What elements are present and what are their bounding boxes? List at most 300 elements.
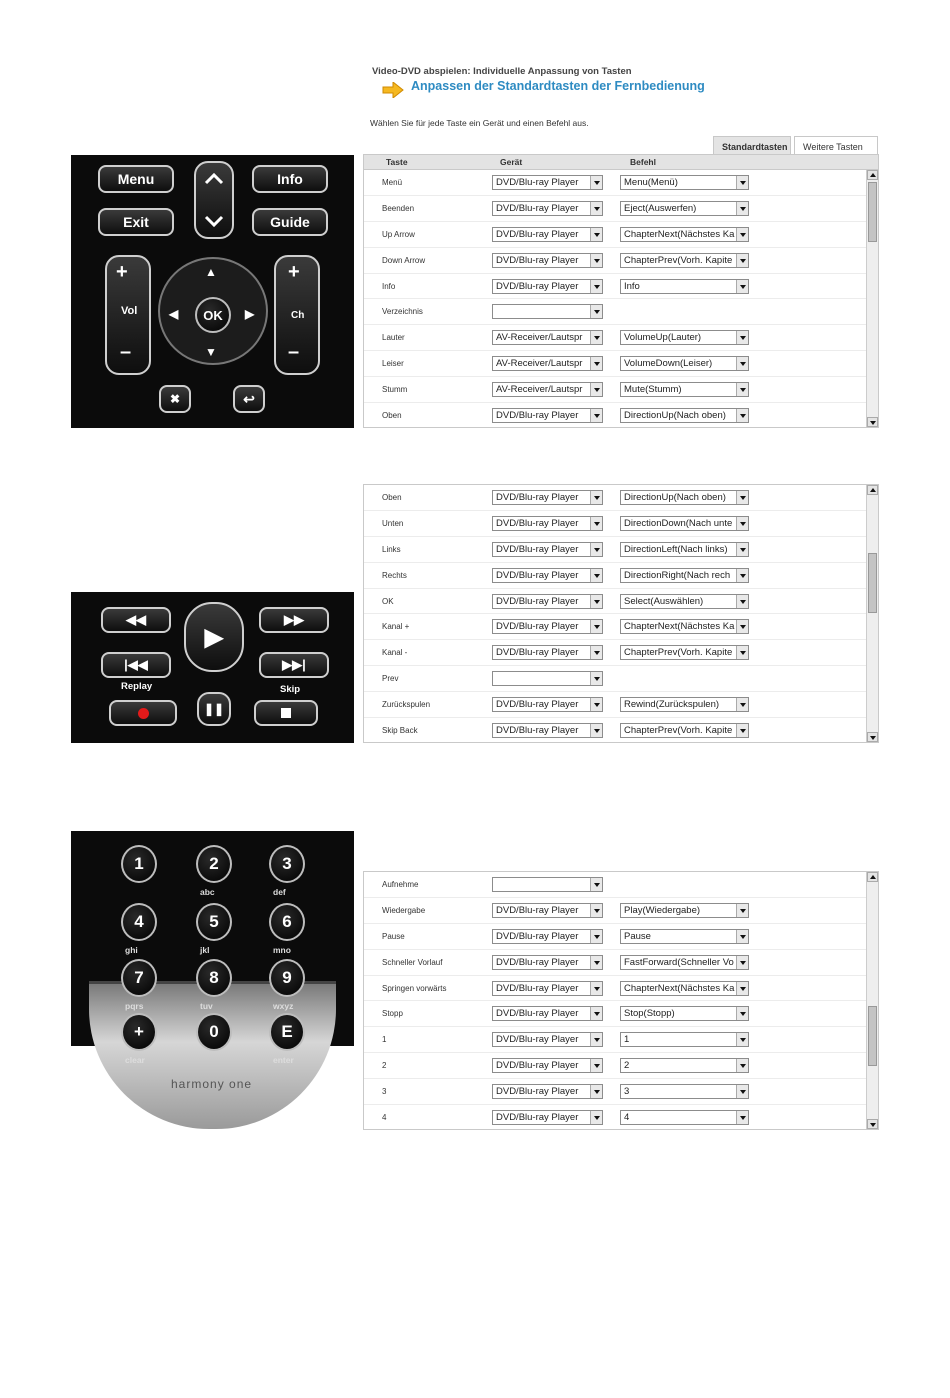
dropdown-arrow-icon[interactable] [736,595,748,608]
device-select-value: DVD/Blu-ray Player [496,254,579,266]
key-label: Kanal - [382,648,408,658]
dropdown-arrow-icon[interactable] [590,595,602,608]
keypad-key: 8 [196,959,232,997]
back-arrow-icon: ↩ [243,390,255,407]
keypad-key: 9 [269,959,305,997]
record-icon [138,708,149,719]
keypad-key: + [121,1013,157,1051]
remote-replay-label: Replay [121,681,153,692]
scrollbar-thumb[interactable] [868,1006,877,1066]
table-row [364,640,878,666]
keypad-key: 1 [121,845,157,883]
tab-standardtasten[interactable]: Standardtasten [713,136,791,155]
table-row [364,666,878,692]
device-select[interactable] [492,1110,603,1125]
keypad-key-letters: def [273,887,286,897]
key-label: Lauter [382,333,405,343]
command-select-value: 3 [624,1086,630,1098]
command-select-value: 1 [624,1034,630,1046]
command-select-value: DirectionUp(Nach oben) [624,492,726,503]
device-select-value: DVD/Blu-ray Player [496,1034,579,1046]
instruction-text: Wählen Sie für jede Taste ein Gerät und einen Befehl aus. [370,118,589,128]
chevron-up-down-icon [203,167,225,233]
remote-ok-button: OK [195,297,231,333]
command-select-value: ChapterNext(Nächstes Ka [624,621,735,633]
dropdown-arrow-icon[interactable] [736,1033,748,1046]
remote-guide-button: Guide [252,208,328,236]
remote-back-button [233,385,265,413]
device-select[interactable] [492,645,603,660]
dropdown-arrow-icon[interactable] [736,569,748,582]
command-select-value: Select(Auswählen) [624,595,704,607]
device-select[interactable] [492,279,603,294]
keypad-key-letters: tuv [200,1001,213,1011]
device-select-value: DVD/Blu-ray Player [496,930,579,942]
table-row [364,1105,878,1130]
table-row [364,196,878,222]
device-select[interactable] [492,382,603,397]
column-header-command: Befehl [630,157,656,167]
dropdown-arrow-icon[interactable] [736,904,748,917]
dropdown-arrow-icon[interactable] [590,620,602,633]
dpad-right-arrow-icon: ▶ [245,307,255,321]
dropdown-arrow-icon[interactable] [590,904,602,917]
device-select[interactable] [492,619,603,634]
button-assignment-table-2 [363,484,879,743]
command-select[interactable] [620,1006,749,1021]
device-select[interactable] [492,304,603,319]
command-select-value: DirectionLeft(Nach links) [624,543,728,555]
dpad-left-arrow-icon: ◀ [169,307,179,321]
dropdown-arrow-icon[interactable] [590,1085,602,1098]
device-select[interactable] [492,723,603,738]
keypad-key: 3 [269,845,305,883]
volume-minus-icon: – [120,341,132,363]
command-select[interactable] [620,619,749,634]
table-row [364,485,878,511]
command-select-value: DirectionUp(Nach oben) [624,410,726,422]
command-select[interactable] [620,330,749,345]
device-select[interactable] [492,175,603,190]
pause-icon: ❚❚ [203,702,225,716]
remote-skip-label: Skip [280,684,301,695]
command-select[interactable] [620,279,749,294]
device-select-value: DVD/Blu-ray Player [496,647,579,659]
key-label: Prev [382,674,399,684]
keypad-key: 6 [269,903,305,941]
scrollbar[interactable] [866,872,878,1129]
device-select[interactable] [492,929,603,944]
command-select[interactable] [620,568,749,583]
device-select-value: DVD/Blu-ray Player [496,202,579,214]
command-select-value: FastForward(Schneller Vo [624,956,734,968]
remote-keypad-photo [71,831,354,1129]
device-select[interactable] [492,1084,603,1099]
scrollbar[interactable] [866,485,878,742]
key-label: Aufnehme [382,880,419,889]
remote-info-button: Info [252,165,328,193]
command-select[interactable] [620,1084,749,1099]
rewind-icon: ◀◀ [126,612,146,627]
scrollbar-thumb[interactable] [868,553,877,613]
scroll-down-arrow-icon[interactable] [867,732,878,742]
device-select[interactable] [492,408,603,423]
command-select-value: Menu(Menü) [624,177,678,188]
dropdown-arrow-icon[interactable] [590,202,602,215]
keypad-key: 2 [196,845,232,883]
scroll-down-arrow-icon[interactable] [867,417,878,427]
table-row [364,1001,878,1027]
column-header-device: Gerät [500,157,523,167]
dropdown-arrow-icon[interactable] [590,383,602,396]
scroll-up-arrow-icon[interactable] [867,485,878,495]
dropdown-arrow-icon[interactable] [736,409,748,422]
dropdown-arrow-icon[interactable] [590,569,602,582]
command-select-value: Eject(Auswerfen) [624,202,697,214]
table-row [364,589,878,615]
device-select-value: AV-Receiver/Lautspr [496,332,583,344]
dropdown-arrow-icon[interactable] [590,305,602,318]
remote-replay-button [101,652,171,678]
table-row [364,170,878,196]
command-select[interactable] [620,253,749,268]
command-select-value: Play(Wiedergabe) [624,904,701,916]
table-row [364,403,878,428]
dropdown-arrow-icon[interactable] [736,698,748,711]
dropdown-arrow-icon[interactable] [590,176,602,189]
column-header-key: Taste [386,157,408,167]
remote-ch-label: Ch [291,310,305,321]
device-select[interactable] [492,903,603,918]
command-select[interactable] [620,1110,749,1125]
command-select-value: Rewind(Zurückspulen) [624,699,720,711]
scroll-down-arrow-icon[interactable] [867,1119,878,1129]
key-label: Unten [382,518,404,528]
command-select-value: DirectionRight(Nach rech [624,569,731,581]
dropdown-arrow-icon[interactable] [736,930,748,943]
dropdown-arrow-icon[interactable] [590,982,602,995]
device-select-value: DVD/Blu-ray Player [496,410,579,422]
command-select[interactable] [620,490,749,505]
table-row [364,950,878,976]
dropdown-arrow-icon[interactable] [736,202,748,215]
dropdown-arrow-icon[interactable] [590,1033,602,1046]
dropdown-arrow-icon[interactable] [590,672,602,685]
dropdown-arrow-icon[interactable] [736,982,748,995]
device-select[interactable] [492,877,603,892]
command-select-value: ChapterNext(Nächstes Ka [624,982,735,994]
scrollbar-thumb[interactable] [868,182,877,242]
skip-back-icon: |◀◀ [124,657,148,672]
command-select[interactable] [620,594,749,609]
key-label: 2 [382,1061,387,1071]
command-select-value: Stop(Stopp) [624,1008,675,1020]
table-row [364,718,878,743]
remote-play-button [184,602,244,672]
table-row [364,248,878,274]
table-row [364,351,878,377]
dropdown-arrow-icon[interactable] [736,1111,748,1124]
key-label: 4 [382,1113,387,1123]
customization-header [364,62,880,154]
dropdown-arrow-icon[interactable] [736,228,748,241]
dropdown-arrow-icon[interactable] [736,956,748,969]
key-label: Links [382,544,401,554]
device-select-value: DVD/Blu-ray Player [496,699,579,711]
dropdown-arrow-icon[interactable] [590,956,602,969]
command-select-value: ChapterPrev(Vorh. Kapite [624,647,733,659]
command-select[interactable] [620,408,749,423]
dropdown-arrow-icon[interactable] [736,646,748,659]
remote-stop-button [254,700,318,726]
dropdown-arrow-icon[interactable] [736,254,748,267]
dropdown-arrow-icon[interactable] [736,357,748,370]
dropdown-arrow-icon[interactable] [590,724,602,737]
device-select[interactable] [492,490,603,505]
command-select-value: ChapterNext(Nächstes Ka [624,228,735,240]
keypad-key: 5 [196,903,232,941]
key-label: Verzeichnis [382,307,423,317]
command-select[interactable] [620,697,749,712]
table-row [364,976,878,1002]
device-select-value: DVD/Blu-ray Player [496,904,579,916]
device-select-value: DVD/Blu-ray Player [496,228,579,240]
dropdown-arrow-icon[interactable] [736,517,748,530]
command-select[interactable] [620,516,749,531]
dropdown-arrow-icon[interactable] [590,409,602,422]
dropdown-arrow-icon[interactable] [590,543,602,556]
device-select-value: DVD/Blu-ray Player [496,621,579,633]
keypad-key-letters: pqrs [125,1001,144,1011]
device-select[interactable] [492,516,603,531]
device-select[interactable] [492,568,603,583]
keypad-key-letters: ghi [125,945,138,955]
device-select[interactable] [492,981,603,996]
dropdown-arrow-icon[interactable] [590,331,602,344]
dropdown-arrow-icon[interactable] [590,491,602,504]
command-select[interactable] [620,723,749,738]
table-row [364,614,878,640]
dropdown-arrow-icon[interactable] [590,1111,602,1124]
scroll-up-arrow-icon[interactable] [867,872,878,882]
arrow-right-icon [382,82,404,98]
table-row [364,898,878,924]
key-label: Oben [382,411,402,421]
command-select[interactable] [620,955,749,970]
device-select[interactable] [492,227,603,242]
dropdown-arrow-icon[interactable] [736,176,748,189]
command-select-value: VolumeUp(Lauter) [624,332,702,344]
command-select[interactable] [620,227,749,242]
table-row [364,377,878,403]
remote-menu-button: Menu [98,165,174,193]
dpad-down-arrow-icon: ▼ [205,345,217,359]
key-label: Zurückspulen [382,700,431,710]
command-select[interactable] [620,645,749,660]
dropdown-arrow-icon[interactable] [590,357,602,370]
key-label: Down Arrow [382,255,426,265]
table-row [364,563,878,589]
remote-brand-logo: harmony one [171,1077,253,1091]
mute-icon: ✖ [169,392,181,406]
keypad-key-letters: clear [125,1055,145,1065]
device-select-value: DVD/Blu-ray Player [496,569,579,581]
table-row [364,872,878,898]
dropdown-arrow-icon[interactable] [590,228,602,241]
key-label: Menü [382,178,403,187]
dropdown-arrow-icon[interactable] [590,698,602,711]
dropdown-arrow-icon[interactable] [590,254,602,267]
device-select-value: DVD/Blu-ray Player [496,517,579,529]
column-header-row [364,155,878,170]
device-select-value: DVD/Blu-ray Player [496,982,579,994]
button-assignment-table-3 [363,871,879,1130]
keypad-key: 0 [196,1013,232,1051]
command-select[interactable] [620,981,749,996]
table-row [364,1079,878,1105]
command-select[interactable] [620,382,749,397]
command-select[interactable] [620,929,749,944]
device-select-value: DVD/Blu-ray Player [496,543,579,555]
key-label: OK [382,596,394,606]
command-select-value: Mute(Stumm) [624,384,682,396]
dropdown-arrow-icon[interactable] [590,517,602,530]
command-select-value: 2 [624,1060,630,1072]
key-label: Stumm [382,385,408,395]
table-row [364,222,878,248]
table-row [364,511,878,537]
table-row [364,1027,878,1053]
device-select[interactable] [492,201,603,216]
remote-fast-forward-button [259,607,329,633]
stop-icon [281,708,291,718]
table-row [364,299,878,325]
dropdown-arrow-icon[interactable] [736,383,748,396]
scrollbar[interactable] [866,170,878,427]
dropdown-arrow-icon[interactable] [590,1059,602,1072]
command-select[interactable] [620,903,749,918]
command-select-value: DirectionDown(Nach unte [624,517,733,529]
keypad-key-letters: jkl [200,945,210,955]
dropdown-arrow-icon[interactable] [590,878,602,891]
remote-mute-button [159,385,191,413]
remote-pause-button [197,692,231,726]
dropdown-arrow-icon[interactable] [736,331,748,344]
keypad-key: E [269,1013,305,1051]
remote-record-button [109,700,177,726]
remote-transport-photo [71,592,354,743]
device-select-value: DVD/Blu-ray Player [496,1086,579,1098]
device-select[interactable] [492,253,603,268]
key-label: Schneller Vorlauf [382,957,443,967]
dropdown-arrow-icon[interactable] [736,620,748,633]
dropdown-arrow-icon[interactable] [736,280,748,293]
device-select[interactable] [492,330,603,345]
table-row [364,274,878,300]
device-select[interactable] [492,594,603,609]
key-label: Stopp [382,1009,403,1019]
play-icon: ▶ [204,623,224,651]
dropdown-arrow-icon[interactable] [736,1085,748,1098]
device-select-value: DVD/Blu-ray Player [496,280,579,292]
command-select-value: 4 [624,1112,630,1124]
channel-minus-icon: – [288,341,300,363]
fast-forward-icon: ▶▶ [284,612,304,627]
table-row [364,692,878,718]
table-rows [364,485,878,743]
device-select-value: DVD/Blu-ray Player [496,595,579,607]
command-select[interactable] [620,356,749,371]
dropdown-arrow-icon[interactable] [736,724,748,737]
device-select-value: AV-Receiver/Lautspr [496,358,583,370]
table-row [364,537,878,563]
command-select[interactable] [620,1058,749,1073]
device-select[interactable] [492,671,603,686]
dropdown-arrow-icon[interactable] [590,1007,602,1020]
device-select[interactable] [492,955,603,970]
tab-weitere-tasten[interactable]: Weitere Tasten [794,136,878,155]
dropdown-arrow-icon[interactable] [736,543,748,556]
device-select-value: DVD/Blu-ray Player [496,1112,579,1124]
remote-skip-button [259,652,329,678]
device-select[interactable] [492,542,603,557]
key-label: Springen vorwärts [382,983,447,993]
device-select[interactable] [492,1006,603,1021]
key-label: Pause [382,931,405,941]
device-select-value: DVD/Blu-ray Player [496,492,579,503]
dropdown-arrow-icon[interactable] [736,1059,748,1072]
breadcrumb: Video-DVD abspielen: Individuelle Anpassung von Tasten [372,66,632,77]
remote-exit-button: Exit [98,208,174,236]
dropdown-arrow-icon[interactable] [736,491,748,504]
key-label: Leiser [382,359,404,369]
keypad-key-letters: mno [273,945,291,955]
key-label: Beenden [382,203,415,213]
dropdown-arrow-icon[interactable] [590,646,602,659]
channel-plus-icon: + [288,261,300,283]
device-select[interactable] [492,1058,603,1073]
remote-page-rocker [194,161,234,239]
device-select[interactable] [492,1032,603,1047]
command-select[interactable] [620,542,749,557]
dropdown-arrow-icon[interactable] [736,1007,748,1020]
device-select-value: DVD/Blu-ray Player [496,725,579,737]
key-label: Wiedergabe [382,905,426,915]
dropdown-arrow-icon[interactable] [590,930,602,943]
command-select[interactable] [620,1032,749,1047]
scroll-up-arrow-icon[interactable] [867,170,878,180]
command-select-value: VolumeDown(Leiser) [624,358,713,370]
table-row [364,1053,878,1079]
key-label: Skip Back [382,726,418,736]
volume-plus-icon: + [116,261,128,283]
device-select-value: DVD/Blu-ray Player [496,956,579,968]
remote-rewind-button [101,607,171,633]
table-rows [364,170,878,428]
device-select[interactable] [492,697,603,712]
device-select-value: DVD/Blu-ray Player [496,1008,579,1020]
table-row [364,924,878,950]
device-select[interactable] [492,356,603,371]
command-select[interactable] [620,201,749,216]
table-rows [364,872,878,1130]
remote-navigation-photo [71,155,354,428]
command-select[interactable] [620,175,749,190]
keypad-key-letters: enter [273,1055,294,1065]
device-select-value: DVD/Blu-ray Player [496,1060,579,1072]
dropdown-arrow-icon[interactable] [590,280,602,293]
command-select-value: ChapterPrev(Vorh. Kapite [624,725,733,737]
